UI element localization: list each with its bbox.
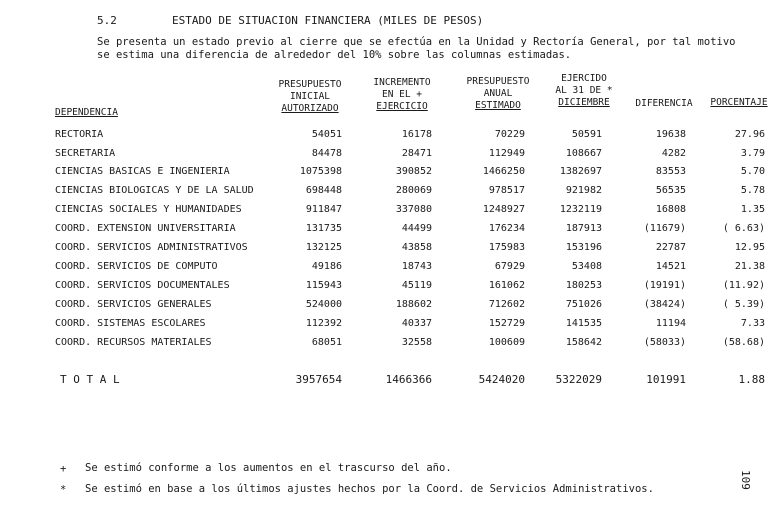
cell-diferencia: 4282	[661, 148, 686, 159]
cell-ejercido: 153196	[565, 242, 602, 253]
footnote-mark-asterisk: *	[60, 484, 67, 496]
intro-line-1: Se presenta un estado previo al cierre que se efectúa en la Unidad y Rectoría General, por tal motivo	[97, 36, 736, 48]
table-row	[0, 318, 780, 336]
header-line: ESTIMADO	[475, 100, 521, 111]
table-row	[0, 148, 780, 166]
cell-inicial: 112392	[305, 318, 342, 329]
cell-incremento: 32558	[401, 337, 432, 348]
cell-porcentaje: 1.88	[738, 373, 765, 386]
cell-diferencia: 19638	[655, 129, 686, 140]
cell-incremento: 188602	[395, 299, 432, 310]
cell-ejercido: 751026	[565, 299, 602, 310]
cell-inicial: 698448	[305, 185, 342, 196]
cell-incremento: 43858	[401, 242, 432, 253]
cell-incremento: 280069	[395, 185, 432, 196]
cell-diferencia: 83553	[655, 166, 686, 177]
cell-ejercido: 180253	[565, 280, 602, 291]
cell-inicial: 115943	[305, 280, 342, 291]
cell-ejercido: 141535	[565, 318, 602, 329]
cell-porcentaje: 27.96	[734, 129, 765, 140]
cell-inicial: 84478	[311, 148, 342, 159]
header-line: PRESUPUESTO	[466, 76, 530, 87]
header-presupuesto-anual	[458, 76, 538, 112]
cell-anual: 712602	[488, 299, 525, 310]
table-row	[0, 185, 780, 203]
cell-anual: 100609	[488, 337, 525, 348]
cell-ejercido: 1232119	[559, 204, 602, 215]
cell-porcentaje: 1.35	[740, 204, 765, 215]
header-line: AL 31 DE *	[555, 85, 613, 96]
cell-diferencia: 11194	[655, 318, 686, 329]
cell-inicial: 132125	[305, 242, 342, 253]
table-row	[0, 129, 780, 147]
table-row	[0, 299, 780, 317]
cell-dependencia: COORD. SERVICIOS GENERALES	[55, 299, 212, 310]
header-incremento	[362, 77, 442, 113]
header-diferencia: DIFERENCIA	[635, 98, 693, 109]
cell-diferencia: (19191)	[643, 280, 686, 291]
cell-ejercido: 1382697	[559, 166, 602, 177]
cell-dependencia: COORD. SERVICIOS ADMINISTRATIVOS	[55, 242, 248, 253]
table-row	[0, 204, 780, 222]
header-presupuesto-inicial	[270, 79, 350, 115]
cell-dependencia: RECTORIA	[55, 129, 104, 140]
cell-anual: 1248927	[482, 204, 525, 215]
cell-anual: 67929	[494, 261, 525, 272]
header-line: ANUAL	[483, 88, 513, 99]
cell-dependencia: CIENCIAS SOCIALES Y HUMANIDADES	[55, 204, 242, 215]
cell-porcentaje: 3.79	[740, 148, 765, 159]
header-line: DICIEMBRE	[558, 97, 610, 108]
cell-incremento: 1466366	[385, 373, 432, 386]
page-number: 109	[739, 470, 752, 490]
table-row	[0, 280, 780, 298]
cell-porcentaje: (11.92)	[722, 280, 765, 291]
cell-incremento: 18743	[401, 261, 432, 272]
cell-porcentaje: ( 6.63)	[722, 223, 765, 234]
header-ejercido	[548, 73, 620, 109]
cell-dependencia: COORD. SISTEMAS ESCOLARES	[55, 318, 206, 329]
cell-dependencia: COORD. RECURSOS MATERIALES	[55, 337, 212, 348]
footnote-mark-plus: +	[60, 463, 67, 475]
cell-ejercido: 158642	[565, 337, 602, 348]
cell-dependencia: COORD. SERVICIOS DE COMPUTO	[55, 261, 218, 272]
cell-anual: 152729	[488, 318, 525, 329]
cell-anual: 1466250	[482, 166, 525, 177]
cell-ejercido: 50591	[571, 129, 602, 140]
cell-porcentaje: 5.70	[740, 166, 765, 177]
cell-inicial: 131735	[305, 223, 342, 234]
cell-dependencia: CIENCIAS BASICAS E INGENIERIA	[55, 166, 230, 177]
footnote-text: Se estimó conforme a los aumentos en el trascurso del año.	[85, 462, 452, 474]
cell-diferencia: (11679)	[643, 223, 686, 234]
cell-porcentaje: 7.33	[740, 318, 765, 329]
cell-incremento: 16178	[401, 129, 432, 140]
header-line: EJERCICIO	[376, 101, 428, 112]
cell-porcentaje: 12.95	[734, 242, 765, 253]
cell-anual: 70229	[494, 129, 525, 140]
table-row	[0, 242, 780, 260]
cell-ejercido: 921982	[565, 185, 602, 196]
section-title: ESTADO DE SITUACION FINANCIERA (MILES DE PESOS)	[172, 14, 484, 27]
cell-diferencia: 14521	[655, 261, 686, 272]
table-row	[0, 166, 780, 184]
cell-anual: 112949	[488, 148, 525, 159]
cell-ejercido: 5322029	[555, 373, 602, 386]
header-line: EJERCIDO	[561, 73, 607, 84]
cell-inicial: 1075398	[299, 166, 342, 177]
cell-incremento: 28471	[401, 148, 432, 159]
cell-porcentaje: (58.68)	[722, 337, 765, 348]
cell-incremento: 44499	[401, 223, 432, 234]
header-porcentaje: PORCENTAJE	[710, 97, 768, 108]
cell-inicial: 3957654	[295, 373, 342, 386]
cell-incremento: 337080	[395, 204, 432, 215]
header-line: AUTORIZADO	[281, 103, 339, 114]
cell-inicial: 49186	[311, 261, 342, 272]
cell-dependencia: COORD. EXTENSION UNIVERSITARIA	[55, 223, 236, 234]
cell-porcentaje: 21.38	[734, 261, 765, 272]
cell-incremento: 390852	[395, 166, 432, 177]
cell-ejercido: 187913	[565, 223, 602, 234]
cell-inicial: 524000	[305, 299, 342, 310]
intro-line-2: se estima una diferencia de alrededor del 10% sobre las columnas estimadas.	[97, 49, 572, 61]
cell-total-label: T O T A L	[60, 373, 120, 386]
cell-ejercido: 53408	[571, 261, 602, 272]
cell-dependencia: SECRETARIA	[55, 148, 116, 159]
footnote-text: Se estimó en base a los últimos ajustes hechos por la Coord. de Servicios Administrativos.	[85, 483, 654, 495]
cell-dependencia: COORD. SERVICIOS DOCUMENTALES	[55, 280, 230, 291]
cell-incremento: 45119	[401, 280, 432, 291]
cell-porcentaje: 5.78	[740, 185, 765, 196]
cell-anual: 175983	[488, 242, 525, 253]
cell-inicial: 911847	[305, 204, 342, 215]
section-number: 5.2	[97, 14, 117, 27]
cell-incremento: 40337	[401, 318, 432, 329]
table-row	[0, 337, 780, 355]
header-line: PRESUPUESTO	[278, 79, 342, 90]
cell-diferencia: 16808	[655, 204, 686, 215]
table-row	[0, 223, 780, 241]
cell-diferencia: (58033)	[643, 337, 686, 348]
cell-inicial: 54051	[311, 129, 342, 140]
cell-anual: 5424020	[478, 373, 525, 386]
header-line: INCREMENTO	[373, 77, 431, 88]
cell-anual: 978517	[488, 185, 525, 196]
cell-diferencia: 101991	[646, 373, 686, 386]
table-total-row	[0, 373, 780, 391]
cell-porcentaje: ( 5.39)	[722, 299, 765, 310]
cell-inicial: 68051	[311, 337, 342, 348]
cell-diferencia: 56535	[655, 185, 686, 196]
table-row	[0, 261, 780, 279]
header-dependencia: DEPENDENCIA	[55, 107, 118, 118]
cell-diferencia: 22787	[655, 242, 686, 253]
cell-ejercido: 108667	[565, 148, 602, 159]
header-line: INICIAL	[289, 91, 331, 102]
cell-dependencia: CIENCIAS BIOLOGICAS Y DE LA SALUD	[55, 185, 254, 196]
header-line: EN EL +	[381, 89, 423, 100]
cell-diferencia: (38424)	[643, 299, 686, 310]
cell-anual: 176234	[488, 223, 525, 234]
cell-anual: 161062	[488, 280, 525, 291]
